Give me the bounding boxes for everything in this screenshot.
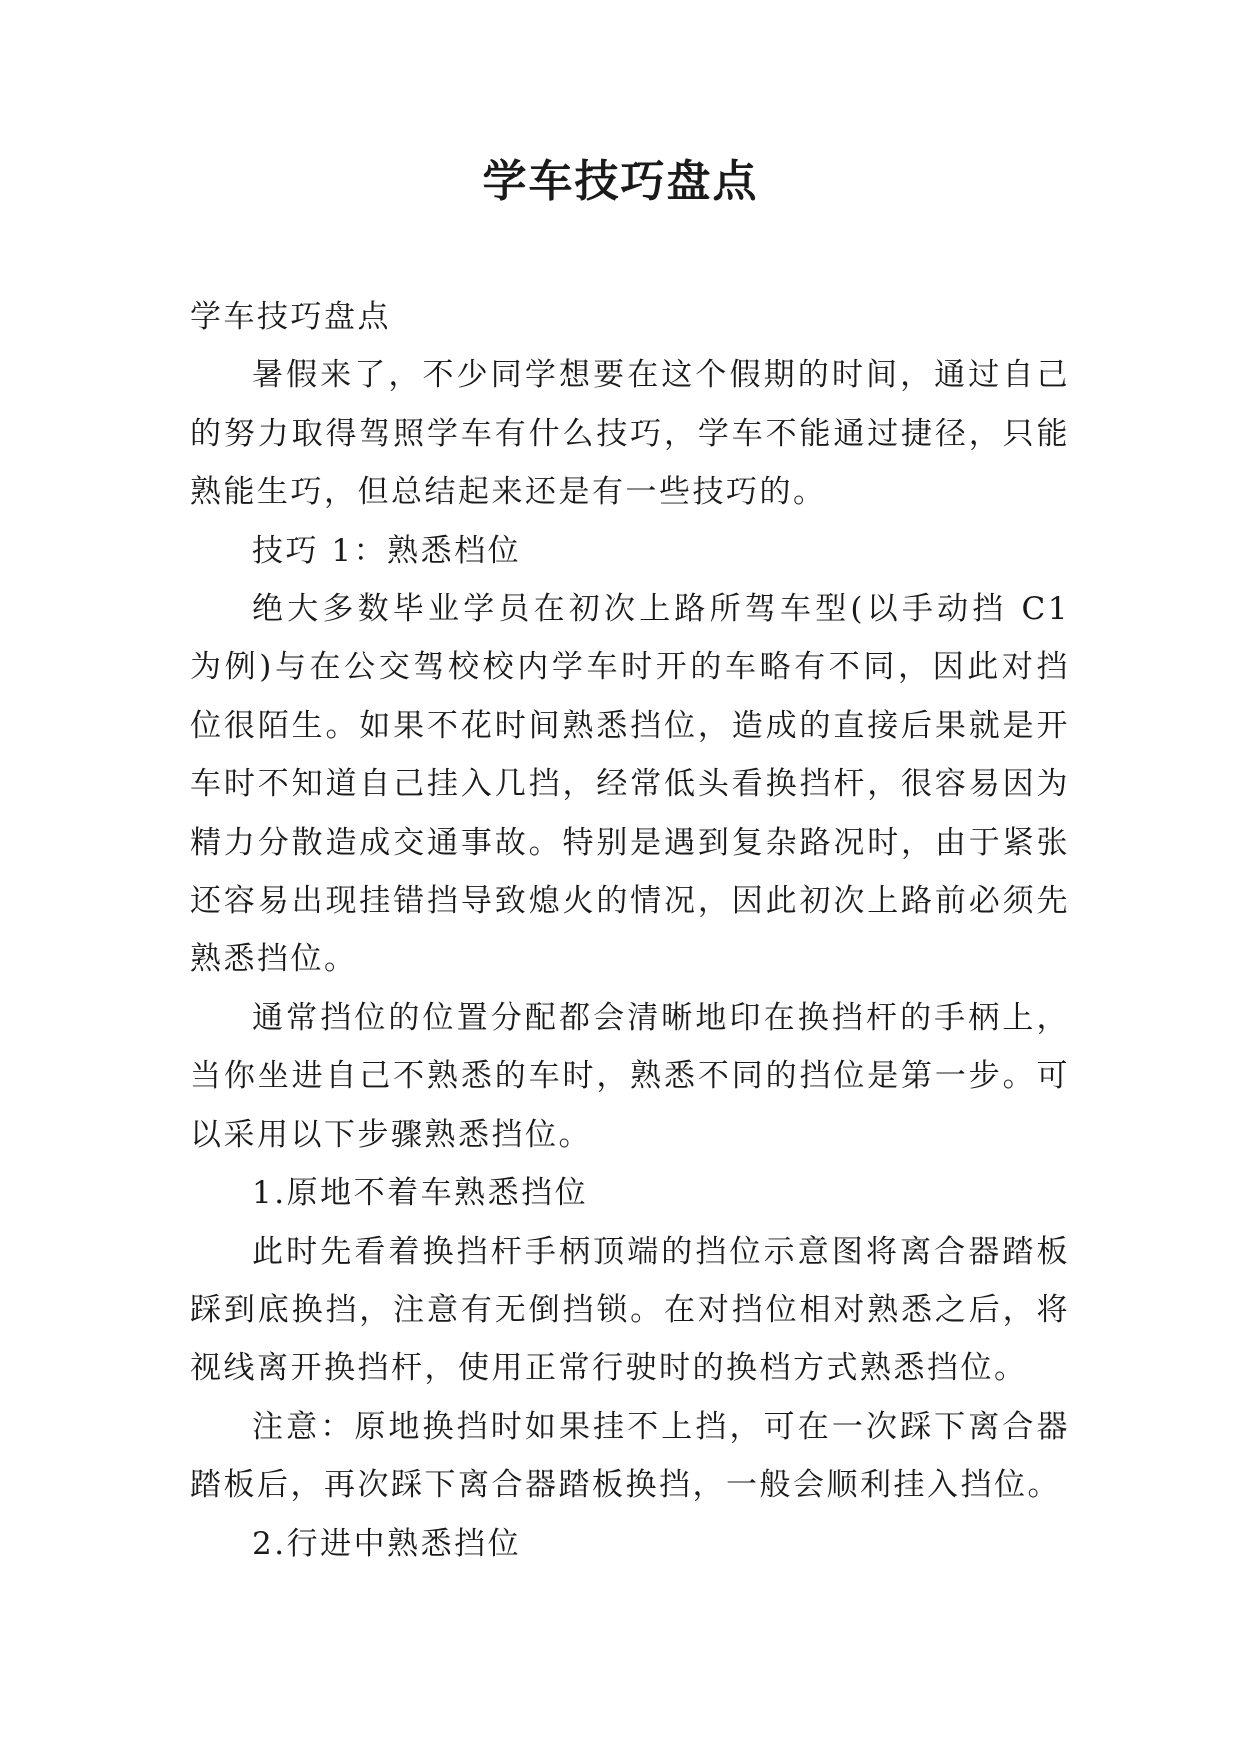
paragraph: 学车技巧盘点	[190, 299, 391, 335]
paragraph: 通常挡位的位置分配都会清晰地印在换挡杆的手柄上，当你坐进自己不熟悉的车时，熟悉不同的挡位是第一步。可以采用以下步骤熟悉挡位。	[190, 999, 1070, 1153]
paragraph: 暑假来了，不少同学想要在这个假期的时间，通过自己的努力取得驾照学车有什么技巧，学车不能通过捷径，只能熟能生巧，但总结起来还是有一些技巧的。	[190, 357, 1070, 511]
paragraph: 技巧 1：熟悉档位	[252, 532, 522, 569]
paragraph: 此时先看着换挡杆手柄顶端的挡位示意图将离合器踏板踩到底换挡，注意有无倒挡锁。在对挡位相对熟悉之后，将视线离开换挡杆，使用正常行驶时的换档方式熟悉挡位。	[190, 1233, 1070, 1387]
paragraph: 2.行进中熟悉挡位	[252, 1525, 522, 1562]
paragraph: 绝大多数毕业学员在初次上路所驾车型(以手动挡 C1 为例)与在公交驾校校内学车时开的车略有不同，因此对挡位很陌生。如果不花时间熟悉挡位，造成的直接后果就是开车时不知道自己挂入几挡，经常低头看换挡杆，很容易因为精力分散造成交通事故。特别是遇到复杂路况时，由于紧张还容易出现挂错挡导致熄火的情况，因此初次上路前必须先熟悉挡位。	[190, 591, 1070, 978]
document-title: 学车技巧盘点	[482, 156, 759, 207]
document-body	[190, 288, 1070, 1573]
paragraph: 1.原地不着车熟悉挡位	[252, 1175, 589, 1212]
paragraph: 注意：原地换挡时如果挂不上挡，可在一次踩下离合器踏板后，再次踩下离合器踏板换挡，一般会顺利挂入挡位。	[190, 1408, 1070, 1504]
